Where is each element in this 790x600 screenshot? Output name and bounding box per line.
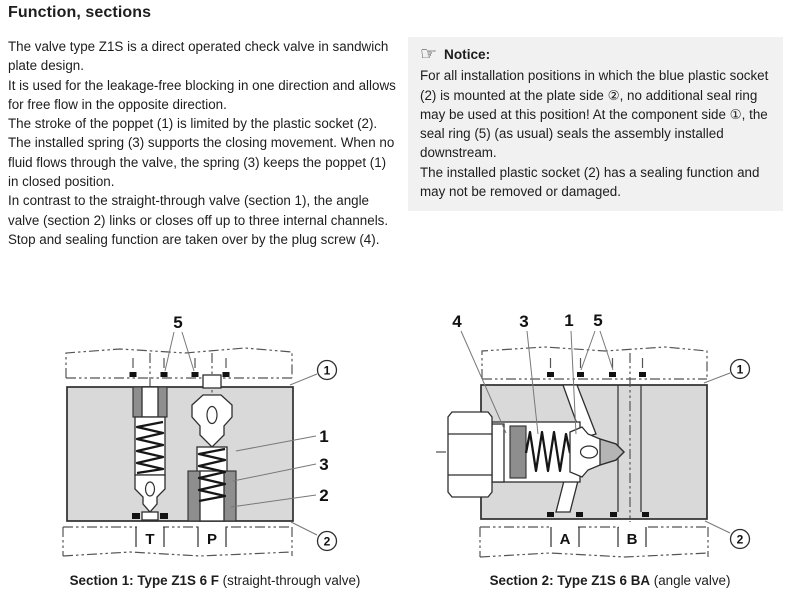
- section1-caption-rest: (straight-through valve): [218, 573, 361, 588]
- washer: [492, 424, 504, 482]
- notice-paragraph: The installed plastic socket (2) has a sealing function and may not be removed or damaged.: [420, 164, 760, 200]
- section2-caption-rest: (angle valve): [650, 573, 731, 588]
- label-seal-5: 5: [593, 311, 603, 330]
- label-poppet-1: 1: [319, 427, 329, 446]
- plate-side-badge: [705, 521, 750, 549]
- intro-paragraph: It is used for the leakage-free blocking in one direction and allows for free flow in the opposite direction.: [8, 77, 396, 112]
- port-label-a: A: [559, 531, 571, 548]
- notice-header: [420, 45, 771, 64]
- intro-paragraph: In contrast to the straight-through valve (section 1), the angle valve (section 2) links or closes off up to three internal channels. Stop and sealing function are taken over by the plug screw (4).: [8, 193, 389, 247]
- pointing-hand-icon: ☞: [420, 43, 438, 65]
- port-label-t: T: [145, 531, 155, 548]
- label-socket-2: 2: [319, 486, 329, 505]
- label-spring-3: 3: [319, 455, 329, 474]
- plug-screw-hex: [448, 412, 492, 497]
- component-plate-outline: [66, 348, 292, 378]
- label-plug-screw-4: 4: [452, 312, 462, 331]
- notice-paragraph: For all installation positions in which the blue plastic socket (2) is mounted at the plate side ②, no additional seal ring may be used at this position! At the component side ①, the seal ring (5) (as usual) seals the assembly installed downstream.: [420, 68, 769, 161]
- intro-text: [8, 37, 400, 249]
- retainer: [510, 426, 526, 478]
- section1-caption-bold: Section 1: Type Z1S 6 F: [69, 573, 219, 588]
- valve-body: [67, 387, 293, 521]
- seal-rings: [547, 372, 646, 377]
- intro-paragraph: The valve type Z1S is a direct operated check valve in sandwich plate design.: [8, 39, 389, 74]
- svg-text:1: 1: [736, 362, 744, 377]
- label-spring-3: 3: [519, 312, 529, 331]
- svg-text:2: 2: [736, 532, 744, 547]
- component-plate-outline: [482, 347, 707, 379]
- page-title: Function, sections: [8, 4, 152, 21]
- section1-caption: [35, 573, 395, 588]
- plate-side-badge: [291, 522, 337, 551]
- svg-text:2: 2: [323, 534, 331, 549]
- label-poppet-1: 1: [564, 311, 574, 330]
- intro-paragraph: The stroke of the poppet (1) is limited by the plastic socket (2). The installed spring (3) supports the closing movement. When no fluid flows through the valve, the spring (3) keeps the poppet (1) in closed position.: [8, 116, 395, 190]
- notice-box: [408, 37, 783, 211]
- section2-caption-bold: Section 2: Type Z1S 6 BA: [489, 573, 651, 588]
- plate-below-outline: [63, 522, 292, 556]
- svg-text:1: 1: [323, 363, 331, 378]
- plate-below-outline: [480, 522, 708, 557]
- port-label-p: P: [206, 531, 218, 548]
- section1-figure: [40, 301, 400, 571]
- notice-title: Notice:: [444, 47, 491, 62]
- component-side-badge: [290, 361, 337, 386]
- section2-figure: [430, 301, 790, 571]
- label-seal-5: 5: [173, 313, 183, 332]
- section2-caption: [430, 573, 790, 588]
- port-label-b: B: [626, 531, 638, 548]
- component-side-badge: [704, 360, 750, 384]
